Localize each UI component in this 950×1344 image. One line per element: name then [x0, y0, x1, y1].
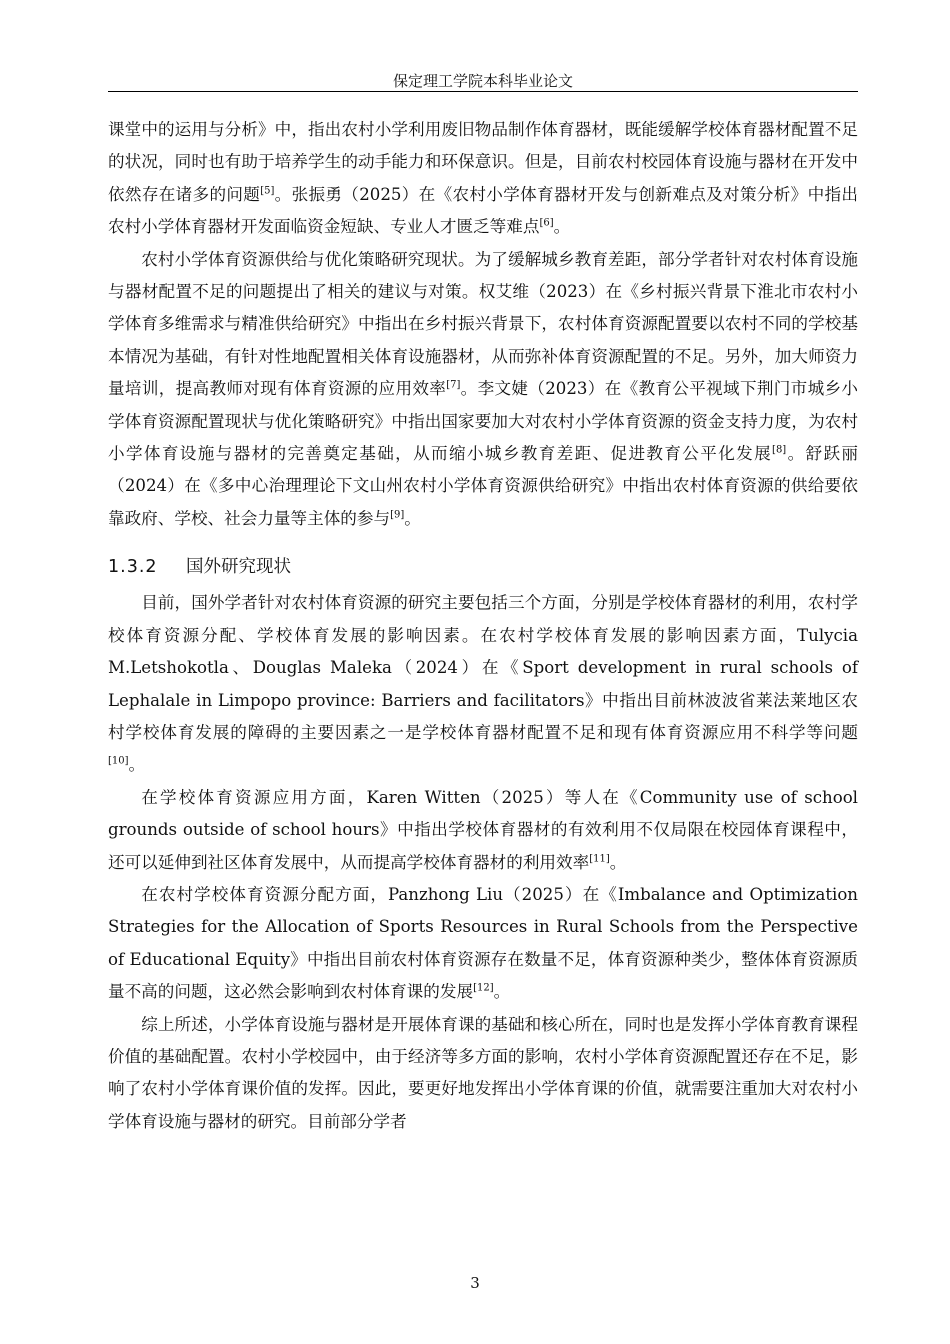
citation-ref: [8]	[772, 444, 787, 456]
paragraph	[108, 879, 858, 1009]
page-body	[108, 114, 858, 1138]
citation-ref: [5]	[260, 185, 275, 197]
page-number: 3	[470, 1274, 480, 1292]
paragraph	[108, 114, 858, 244]
paragraph-text: 目前，国外学者针对农村体育资源的研究主要包括三个方面，分别是学校体育器材的利用，农村学校体育资源分配、学校体育发展的影响因素。在农村学校体育发展的影响因素方面，Tulycia M.Letshokotla、Douglas Maleka（2024）在《Sport development in rural schools of Lephalale in Limpopo province: Barriers and facilitators》中指出目前林波波省莱法莱地区农村学校体育发展的障碍的主要因素之一是学校体育器材配置不足和现有体育资源应用不科学等问题	[108, 593, 858, 742]
section-title: 国外研究现状	[186, 557, 291, 578]
paragraph-text: 。李文婕（2023）在《教育公平视域下荆门市城乡小学体育资源配置现状与优化策略研究》中指出国家要加大对农村小学体育资源的资金支持力度，为农村小学体育设施与器材的完善奠定基础，从而缩小城乡教育差距、促进教育公平化发展	[108, 379, 858, 464]
paragraph-text: 。张振勇（2025）在《农村小学体育器材开发与创新难点及对策分析》中指出农村小学体育器材开发面临资金短缺、专业人才匮乏等难点	[108, 184, 858, 237]
paragraph	[108, 587, 858, 781]
citation-ref: [11]	[589, 853, 610, 864]
paragraph-text: 综上所述，小学体育设施与器材是开展体育课的基础和核心所在，同时也是发挥小学体育教育课程价值的基础配置。农村小学校园中，由于经济等多方面的影响，农村小学体育资源配置还存在不足，影响了农村小学体育课价值的发挥。因此，要更好地发挥出小学体育课的价值，就需要注重加大对农村小学体育设施与器材的研究。目前部分学者	[108, 1014, 858, 1131]
paragraph-text: 农村小学体育资源供给与优化策略研究现状。为了缓解城乡教育差距，部分学者针对农村体育设施与器材配置不足的问题提出了相关的建议与对策。权艾维（2023）在《乡村振兴背景下淮北市农村小学体育多维需求与精准供给研究》中指出在乡村振兴背景下，农村体育资源配置要以农村不同的学校基本情况为基础，有针对性地配置相关体育设施器材，从而弥补体育资源配置的不足。另外，加大师资力量培训，提高教师对现有体育资源的应用效率	[108, 249, 858, 399]
paragraph-group-foreign	[108, 587, 858, 1138]
citation-ref: [6]	[539, 217, 554, 229]
section-number: 1.3.2	[108, 557, 158, 578]
paragraph	[108, 244, 858, 536]
citation-ref: [10]	[108, 755, 129, 767]
paragraph-text: 课堂中的运用与分析》中，指出农村小学利用废旧物品制作体育器材，既能缓解学校体育器材配置不足的状况，同时也有助于培养学生的动手能力和环保意识。但是，目前农村校园体育设施与器材在开发中依然存在诸多的问题	[108, 120, 858, 204]
paragraph-text: 。	[493, 982, 511, 1002]
section-heading	[108, 551, 858, 583]
citation-ref: [9]	[390, 509, 405, 521]
paragraph	[108, 1009, 858, 1139]
paragraph-text: 。	[404, 508, 421, 528]
running-header: 保定理工学院本科毕业论文	[392, 72, 573, 90]
paragraph-text: 在学校体育资源应用方面，Karen Witten（2025）等人在《Community use of school grounds outside of school hours》中指出学校体育器材的有效利用不仅局限在校园体育课程中，还可以延伸到社区体育发展中，从而提高学校体育器材的利用效率	[108, 787, 858, 872]
header-rule	[108, 91, 858, 92]
citation-ref: [12]	[473, 982, 494, 994]
paragraph-text: 。	[128, 755, 146, 775]
citation-ref: [7]	[446, 379, 461, 391]
paragraph-text: 。舒跃丽（2024）在《多中心治理理论下文山州农村小学体育资源供给研究》中指出农村体育资源的供给要依靠政府、学校、社会力量等主体的参与	[108, 444, 859, 528]
paragraph-group-domestic	[108, 114, 858, 535]
paragraph-text: 。	[553, 217, 571, 237]
paragraph-text: 。	[609, 852, 627, 872]
paragraph	[108, 782, 858, 879]
paragraph-text: 在农村学校体育资源分配方面，Panzhong Liu（2025）在《Imbalance and Optimization Strategies for the Allocation of Sports Resources in Rural Schools from the Perspective of Educational Equity》中指出目前农村体育资源存在数量不足，体育资源种类少，整体体育资源质量不高的问题，这必然会影响到农村体育课的发展	[108, 884, 858, 1002]
